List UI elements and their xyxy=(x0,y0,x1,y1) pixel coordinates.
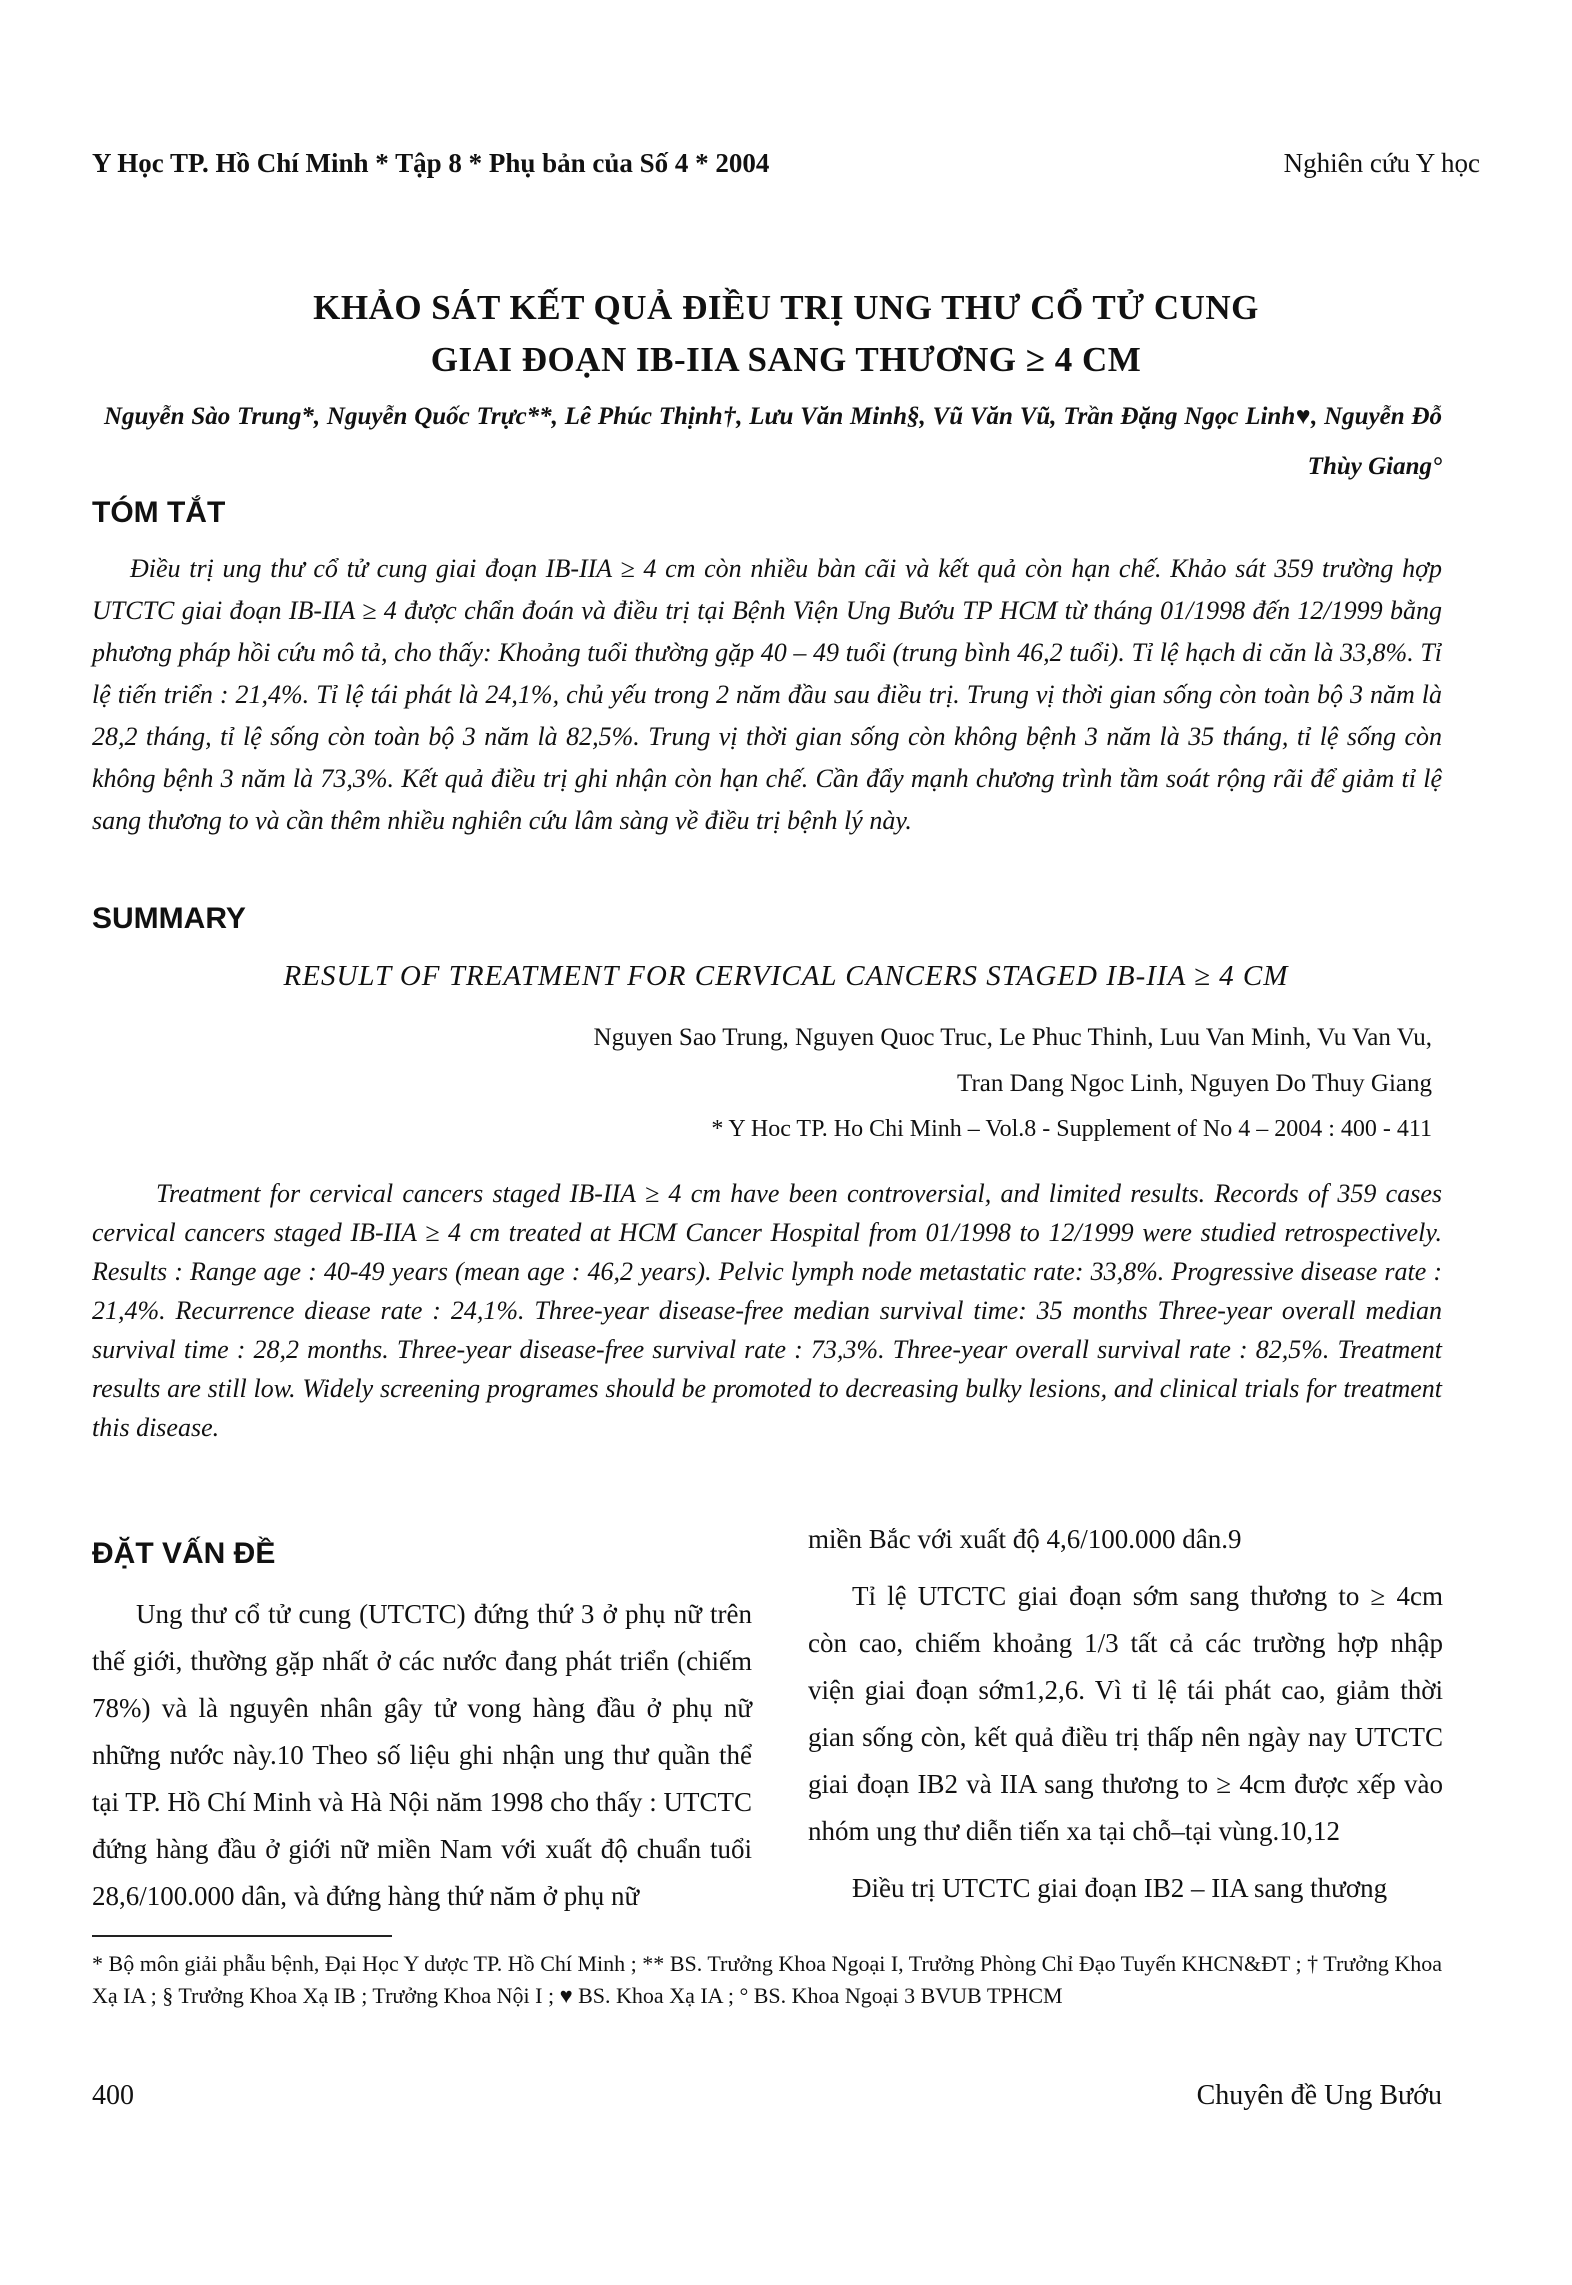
body-paragraph: Ung thư cổ tử cung (UTCTC) đứng thứ 3 ở phụ nữ trên thế giới, thường gặp nhất ở các nước đang phát triển (chiếm 78%) và là nguyên nhân gây tử vong hàng đầu ở phụ nữ những nước này.10 Theo số liệu ghi nhận ung thư quần thể tại TP. Hồ Chí Minh và Hà Nội năm 1998 cho thấy : UTCTC đứng hàng đầu ở giới nữ miền Nam với xuất độ chuẩn tuổi 28,6/100.000 dân, và đứng hàng thứ năm ở phụ nữ xyxy=(92,1599,752,1911)
tom-tat-heading: TÓM TẮT xyxy=(92,496,226,529)
footnote-divider xyxy=(92,1935,392,1937)
english-author-list xyxy=(300,1015,1432,1107)
journal-section: Nghiên cứu Y học xyxy=(1283,148,1480,178)
english-authors-line-1: Nguyen Sao Trung, Nguyen Quoc Truc, Le Phuc Thinh, Luu Van Minh, Vu Van Vu, xyxy=(593,1024,1432,1051)
dat-van-de-heading: ĐẶT VẤN ĐỀ xyxy=(92,1537,276,1570)
journal-citation: Y Học TP. Hồ Chí Minh * Tập 8 * Phụ bản của Số 4 * 2004 xyxy=(92,148,770,178)
page-footer xyxy=(92,2080,1442,2112)
body-paragraph: Điều trị UTCTC giai đoạn IB2 – IIA sang thương xyxy=(852,1873,1388,1903)
author-affiliations-footnote: * Bộ môn giải phẫu bệnh, Đại Học Y dược TP. Hồ Chí Minh ; ** BS. Trưởng Khoa Ngoại I, Trưởng Phòng Chỉ Đạo Tuyến KHCN&ĐT ; † Trưởng Khoa Xạ IA ; § Trưởng Khoa Xạ IB ; Trưởng Khoa Nội I ; ♥ BS. Khoa Xạ IA ; ° BS. Khoa Ngoại 3 BVUB TPHCM xyxy=(92,1951,1442,2008)
body-column-left xyxy=(92,1530,752,1930)
article-title xyxy=(120,282,1452,386)
body-paragraph-continued: miền Bắc với xuất độ 4,6/100.000 dân.9 xyxy=(808,1524,1242,1554)
running-head xyxy=(92,148,1480,179)
vietnamese-abstract: Điều trị ung thư cổ tử cung giai đoạn IB-IIA ≥ 4 cm còn nhiều bàn cãi và kết quả còn hạn chế. Khảo sát 359 trường hợp UTCTC giai đoạn IB-IIA ≥ 4 được chẩn đoán và điều trị tại Bệnh Viện Ung Bướu TP HCM từ tháng 01/1998 đến 12/1999 bằng phương pháp hồi cứu mô tả, cho thấy: Khoảng tuổi thường gặp 40 – 49 tuổi (trung bình 46,2 tuổi). Tỉ lệ hạch di căn là 33,8%. Tỉ lệ tiến triển : 21,4%. Tỉ lệ tái phát là 24,1%, chủ yếu trong 2 năm đầu sau điều trị. Trung vị thời gian sống còn toàn bộ 3 năm là 28,2 tháng, tỉ lệ sống còn toàn bộ 3 năm là 82,5%. Trung vị thời gian sống còn không bệnh 3 năm là 35 tháng, tỉ lệ sống còn không bệnh 3 năm là 73,3%. Kết quả điều trị ghi nhận còn hạn chế. Cần đẩy mạnh chương trình tầm soát rộng rãi để giảm tỉ lệ sang thương to và cần thêm nhiều nghiên cứu lâm sàng về điều trị bệnh lý này. xyxy=(92,554,1442,835)
body-paragraph: Tỉ lệ UTCTC giai đoạn sớm sang thương to ≥ 4cm còn cao, chiếm khoảng 1/3 tất cả các trường hợp nhập viện giai đoạn sớm1,2,6. Vì tỉ lệ tái phát cao, giảm thời gian sống còn, kết quả điều trị thấp nên ngày nay UTCTC giai đoạn IB2 và IIA sang thương to ≥ 4cm được xếp vào nhóm ung thư diễn tiến xa tại chỗ–tại vùng.10,12 xyxy=(808,1581,1443,1846)
page-number: 400 xyxy=(92,2080,134,2111)
english-authors-line-2: Tran Dang Ngoc Linh, Nguyen Do Thuy Giang xyxy=(957,1070,1432,1097)
body-column-right xyxy=(808,1516,1443,1922)
english-citation: * Y Hoc TP. Ho Chi Minh – Vol.8 - Supplement of No 4 – 2004 : 400 - 411 xyxy=(711,1116,1432,1142)
summary-heading: SUMMARY xyxy=(92,902,246,935)
english-abstract: Treatment for cervical cancers staged IB-IIA ≥ 4 cm have been controversial, and limited results. Records of 359 cases cervical cancers staged IB-IIA ≥ 4 cm treated at HCM Cancer Hospital from 01/1998 to 12/1999 were studied retrospectively. Results : Range age : 40-49 years (mean age : 46,2 years). Pelvic lymph node metastatic rate: 33,8%. Progressive disease rate : 21,4%. Recurrence diease rate : 24,1%. Three-year disease-free median survival time: 35 months Three-year overall median survival time : 28,2 months. Three-year disease-free survival rate : 73,3%. Three-year overall survival rate : 82,5%. Treatment results are still low. Widely screening programes should be promoted to decreasing bulky lesions, and clinical trials for treatment this disease. xyxy=(92,1179,1442,1442)
title-line-2: GIAI ĐOẠN IB-IIA SANG THƯƠNG ≥ 4 CM xyxy=(430,340,1142,379)
english-title: RESULT OF TREATMENT FOR CERVICAL CANCERS STAGED IB-IIA ≥ 4 CM xyxy=(283,960,1289,992)
author-list: Nguyễn Sào Trung*, Nguyễn Quốc Trực**, Lê Phúc Thịnh†, Lưu Văn Minh§, Vũ Văn Vũ, Trần Đặng Ngọc Linh♥, Nguyễn Đỗ Thùy Giang° xyxy=(104,403,1442,480)
footer-section: Chuyên đề Ung Bướu xyxy=(1196,2080,1442,2111)
title-line-1: KHẢO SÁT KẾT QUẢ ĐIỀU TRỊ UNG THƯ CỔ TỬ CUNG xyxy=(313,288,1259,327)
